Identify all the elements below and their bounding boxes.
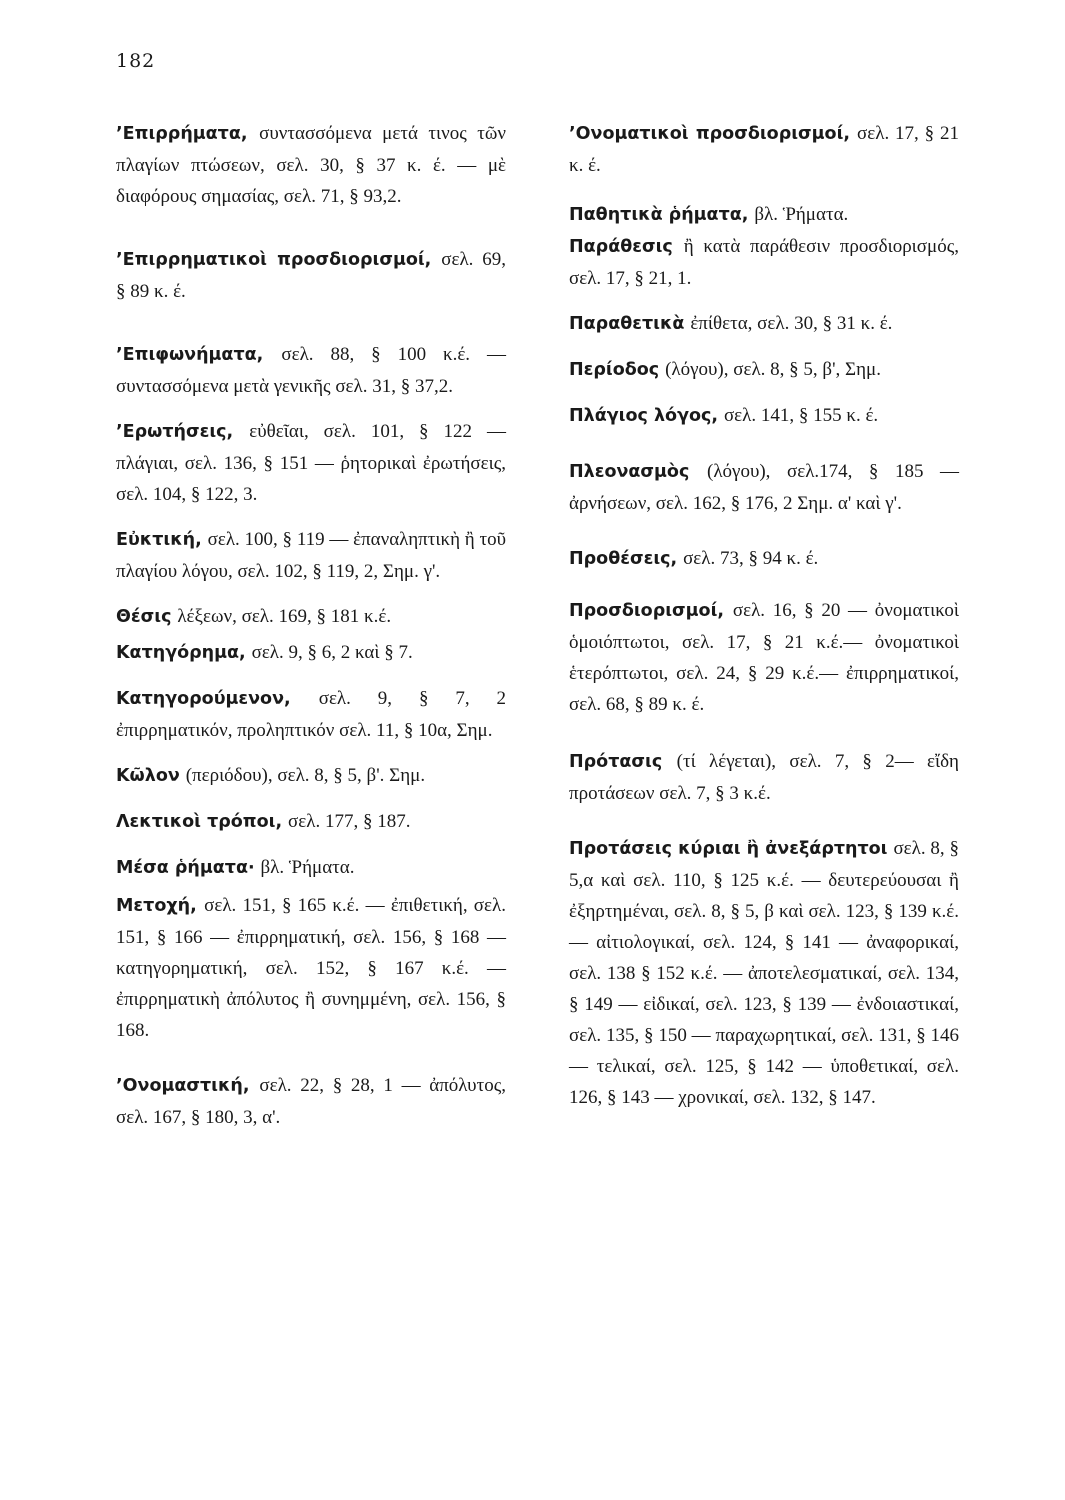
- index-entry: [116, 683, 506, 746]
- entry-headword: Θέσις: [116, 607, 172, 627]
- index-entry: [569, 354, 959, 386]
- entry-headword: Προθέσεις,: [569, 549, 678, 569]
- index-entry: [116, 601, 506, 633]
- entry-headword: Λεκτικοὶ τρόποι,: [116, 812, 283, 832]
- index-entry: [569, 833, 959, 1113]
- index-entry: [116, 852, 506, 884]
- entry-references: σελ. 141, § 155 κ. έ.: [723, 405, 879, 426]
- index-entry: [116, 637, 506, 669]
- entry-headword: Μετοχή,: [116, 896, 197, 916]
- entry-headword: ’Ονομαστική,: [116, 1076, 250, 1096]
- index-entry: [569, 456, 959, 519]
- entry-references: συντασσόμενα μετά τινος τῶν πλαγίων πτώσεων, σελ. 30, § 37 κ. έ. — μὲ διαφόρους σημασίας, σελ. 71, § 93,2.: [116, 123, 506, 207]
- entry-references: σελ. 9, § 6, 2 καὶ § 7.: [251, 642, 413, 663]
- index-entry: [116, 890, 506, 1046]
- entry-headword: Προσδιορισμοί,: [569, 601, 725, 621]
- entry-references: σελ. 73, § 94 κ. έ.: [683, 548, 819, 569]
- index-entry: [116, 1070, 506, 1133]
- entry-references: (λόγου), σελ.174, § 185 — ἀρνήσεων, σελ. 162, § 176, 2 Σημ. α' καὶ γ'.: [569, 461, 959, 514]
- entry-references: σελ. 8, § 5,α καὶ σελ. 110, § 125 κ.έ. — δευτερεύουσαι ἢ ἐξηρτημέναι, σελ. 8, § 5, β καὶ σελ. 123, § 139 κ.έ. — αἰτιολογικαί, σελ. 124, § 141 — ἀναφορικαί, σελ. 138 § 152 κ.έ. — ἀποτελεσματικαί, σελ. 134, § 149 — εἰδικαί, σελ. 123, § 139 — ἐνδοιαστικαί, σελ. 135, § 150 — παραχωρητικαί, σελ. 131, § 146 — τελικαί, σελ. 125, § 142 — ὑποθετικαί, σελ. 126, § 143 — χρονικαί, σελ. 132, § 147.: [569, 838, 959, 1108]
- index-column-left: [116, 118, 506, 1133]
- entry-headword: Παραθετικὰ: [569, 314, 685, 334]
- index-entry: [569, 543, 959, 575]
- index-entry: [116, 760, 506, 792]
- entry-references: (περιόδου), σελ. 8, § 5, β'. Σημ.: [185, 765, 426, 786]
- entry-headword: ’Ονοματικοὶ προσδιορισμοί,: [569, 124, 851, 144]
- entry-references: εὐθεῖαι, σελ. 101, § 122 — πλάγιαι, σελ. 136, § 151 — ῥητορικαὶ ἐρωτήσεις, σελ. 104, § 122, 3.: [116, 421, 506, 505]
- index-entry: [116, 806, 506, 838]
- entry-references: σελ. 17, § 21 κ. έ.: [569, 123, 959, 176]
- entry-references: σελ. 100, § 119 — ἐπαναληπτικὴ ἢ τοῦ πλαγίου λόγου, σελ. 102, § 119, 2, Σημ. γ'.: [116, 529, 506, 582]
- index-entry: [116, 339, 506, 402]
- entry-headword: Κατηγορούμενον,: [116, 689, 291, 709]
- index-entry: [569, 746, 959, 809]
- entry-headword: Προτάσεις κύριαι ἢ ἀνεξάρτητοι: [569, 839, 888, 859]
- entry-references: σελ. 22, § 28, 1 — ἀπόλυτος, σελ. 167, § 180, 3, α'.: [116, 1075, 506, 1128]
- entry-headword: Παράθεσις: [569, 237, 673, 257]
- entry-headword: Περίοδος: [569, 360, 660, 380]
- entry-headword: ’Επιρρήματα,: [116, 124, 248, 144]
- index-entry: [116, 524, 506, 587]
- entry-headword: Κῶλον: [116, 766, 180, 786]
- entry-headword: Εὐκτική,: [116, 530, 202, 550]
- entry-headword: Μέσα ῥήματα·: [116, 858, 255, 878]
- entry-references: ἢ κατὰ παράθεσιν προσδιορισμός, σελ. 17, § 21, 1.: [569, 236, 959, 289]
- entry-references: σελ. 151, § 165 κ.έ. — ἐπιθετική, σελ. 151, § 166 — ἐπιρρηματική, σελ. 156, § 168 — κατηγορηματική, σελ. 152, § 167 κ.έ. — ἐπιρρηματικὴ ἀπόλυτος ἢ συνημμένη, σελ. 156, § 168.: [116, 895, 506, 1041]
- index-column-right: [569, 118, 959, 1113]
- index-entry: [116, 118, 506, 212]
- entry-references: βλ. Ῥήματα.: [260, 857, 355, 878]
- entry-headword: Πλάγιος λόγος,: [569, 406, 719, 426]
- entry-headword: Παθητικὰ ῥήματα,: [569, 205, 749, 225]
- entry-references: (τί λέγεται), σελ. 7, § 2— εἴδη προτάσεων σελ. 7, § 3 κ.έ.: [569, 751, 959, 804]
- entry-references: λέξεων, σελ. 169, § 181 κ.έ.: [177, 606, 392, 627]
- entry-references: ἐπίθετα, σελ. 30, § 31 κ. έ.: [690, 313, 893, 334]
- entry-headword: ’Ερωτήσεις,: [116, 422, 234, 442]
- index-entry: [569, 199, 959, 231]
- entry-references: σελ. 177, § 187.: [288, 811, 411, 832]
- entry-references: σελ. 16, § 20 — ὀνοματικοὶ ὁμοιόπτωτοι, σελ. 17, § 21 κ.έ.— ὀνοματικοὶ ἑτερόπτωτοι, σελ. 24, § 29 κ.έ.— ἐπιρρηματικοί, σελ. 68, § 89 κ. έ.: [569, 600, 959, 715]
- entry-headword: ’Επιφωνήματα,: [116, 345, 264, 365]
- entry-headword: Κατηγόρημα,: [116, 643, 246, 663]
- index-entry: [569, 308, 959, 340]
- entry-references: βλ. Ῥήματα.: [754, 204, 849, 225]
- index-entry: [569, 118, 959, 181]
- index-entry: [116, 244, 506, 307]
- entry-references: (λόγου), σελ. 8, § 5, β', Σημ.: [665, 359, 881, 380]
- index-entry: [569, 231, 959, 294]
- entry-headword: Πρότασις: [569, 752, 663, 772]
- index-entry: [569, 595, 959, 720]
- entry-references: σελ. 88, § 100 κ.έ. — συντασσόμενα μετὰ γενικῆς σελ. 31, § 37,2.: [116, 344, 506, 397]
- entry-headword: Πλεονασμὸς: [569, 462, 690, 482]
- entry-headword: ’Επιρρηματικοὶ προσδιορισμοί,: [116, 250, 432, 270]
- index-entry: [116, 416, 506, 510]
- entry-references: σελ. 69, § 89 κ. έ.: [116, 249, 506, 302]
- index-entry: [569, 400, 959, 432]
- entry-references: σελ. 9, § 7, 2 ἐπιρρηματικόν, προληπτικόν σελ. 11, § 10α, Σημ.: [116, 688, 506, 741]
- page-number: 182: [116, 50, 156, 72]
